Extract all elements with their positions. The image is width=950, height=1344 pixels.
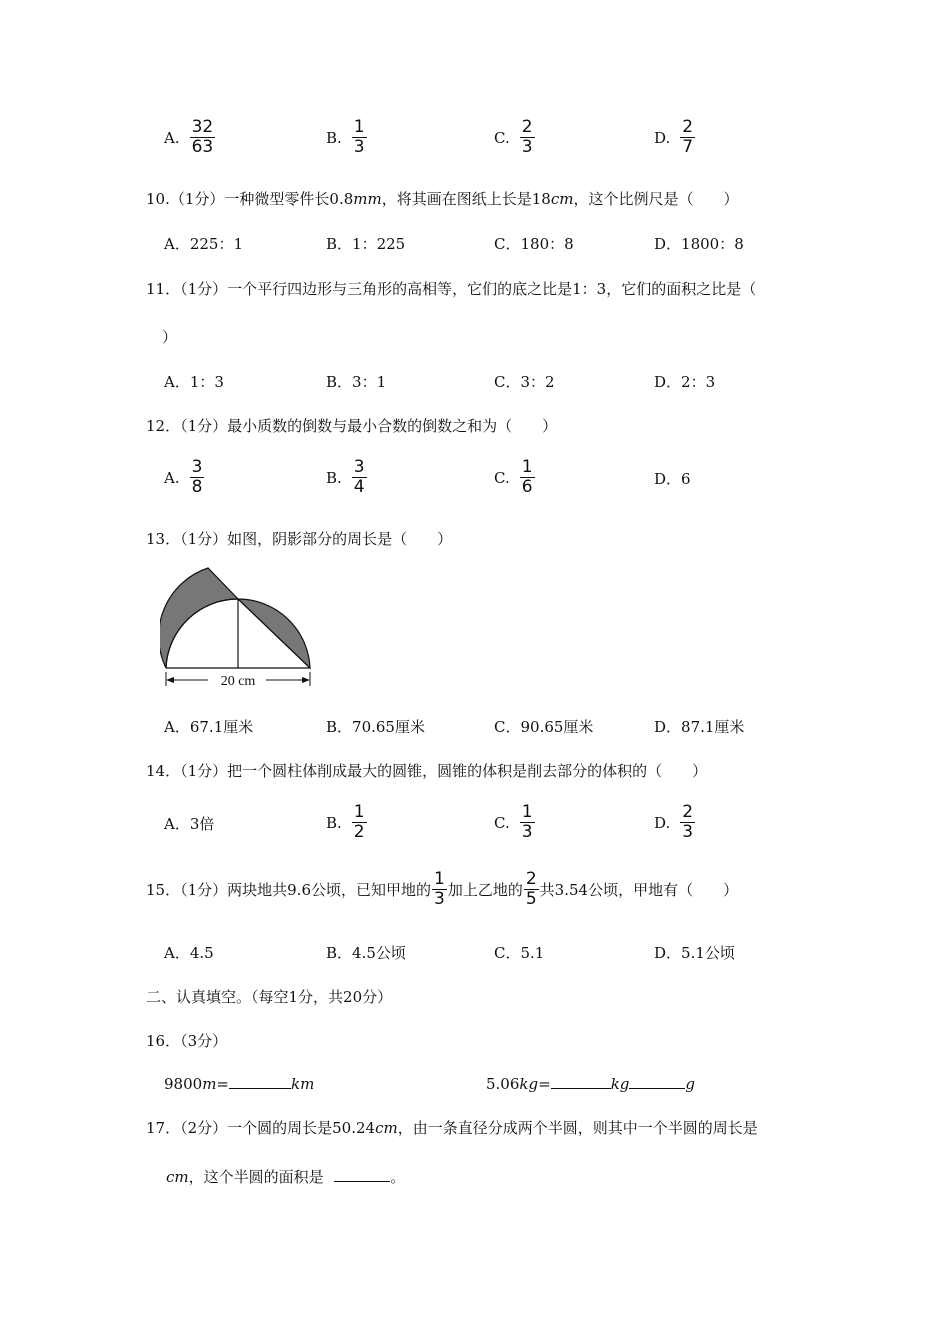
q15-text-a: 15．（1分）两块地共9.6公顷，已知甲地的 bbox=[146, 881, 431, 899]
fraction bbox=[520, 458, 535, 497]
fraction bbox=[352, 118, 367, 157]
q15-option-d[interactable]: D．5.1公顷 bbox=[654, 944, 735, 962]
denominator: 3 bbox=[353, 137, 365, 157]
q12-option-a[interactable] bbox=[164, 458, 204, 497]
arrow-left-icon bbox=[166, 677, 174, 683]
denominator: 5 bbox=[525, 889, 537, 909]
q15-text-c: 共3.54公顷，甲地有（ ） bbox=[539, 881, 739, 899]
arrow-right-icon bbox=[302, 677, 310, 683]
value: 9800 bbox=[164, 1075, 203, 1093]
numerator: 1 bbox=[353, 117, 365, 137]
q15-stem bbox=[146, 870, 738, 909]
q10-option-c[interactable]: C．180：8 bbox=[494, 235, 574, 253]
q11-option-b[interactable]: B．3：1 bbox=[326, 373, 387, 391]
q9-option-b[interactable] bbox=[326, 118, 367, 157]
option-letter: D. bbox=[654, 813, 671, 832]
q10-option-d[interactable]: D．1800：8 bbox=[654, 235, 744, 253]
q12-option-d[interactable]: D．6 bbox=[654, 470, 691, 488]
q10-text-a: （1分）一种微型零件长0.8 bbox=[169, 190, 354, 208]
q14-option-b[interactable] bbox=[326, 803, 367, 842]
fraction-one-third bbox=[432, 870, 447, 909]
q12-option-b[interactable] bbox=[326, 458, 367, 497]
denominator: 2 bbox=[353, 822, 365, 842]
q14-stem: 14．（1分）把一个圆柱体削成最大的圆锥，圆锥的体积是削去部分的体积的（ ） bbox=[146, 762, 708, 780]
denominator: 7 bbox=[682, 137, 694, 157]
q13-figure bbox=[160, 564, 320, 690]
denominator: 3 bbox=[682, 822, 694, 842]
q11-option-d[interactable]: D．2：3 bbox=[654, 373, 716, 391]
option-letter: A. bbox=[164, 468, 180, 487]
q15-option-b[interactable]: B．4.5公顷 bbox=[326, 944, 406, 962]
q16-right-item bbox=[486, 1073, 695, 1093]
q10-option-a[interactable]: A．225：1 bbox=[164, 235, 244, 253]
fraction-two-fifths bbox=[524, 870, 539, 909]
q15-option-c[interactable]: C．5.1 bbox=[494, 944, 545, 962]
q12-options bbox=[0, 458, 950, 508]
q10-text-b: ，将其画在图纸上长是18 bbox=[381, 190, 551, 208]
q17-text-c: ，这个半圆的面积是 bbox=[188, 1168, 324, 1186]
equals-sign: = bbox=[216, 1075, 229, 1093]
option-letter: B. bbox=[326, 128, 342, 147]
q13-option-d[interactable]: D．87.1厘米 bbox=[654, 718, 745, 736]
fraction bbox=[352, 458, 367, 497]
unit-cm: cm bbox=[166, 1168, 189, 1186]
unit-mm: mm bbox=[353, 190, 382, 208]
q17-text-a: 17．（2分）一个圆的周长是50.24 bbox=[146, 1119, 376, 1137]
q14-option-c[interactable] bbox=[494, 803, 535, 842]
q12-option-c[interactable] bbox=[494, 458, 535, 497]
answer-blank[interactable] bbox=[629, 1073, 685, 1089]
dimension-label: 20 cm bbox=[220, 674, 256, 689]
option-letter: B. bbox=[326, 468, 342, 487]
denominator: 6 bbox=[521, 477, 533, 497]
unit-cm: cm bbox=[550, 190, 574, 208]
numerator: 2 bbox=[525, 869, 537, 889]
answer-blank[interactable] bbox=[229, 1073, 291, 1089]
q14-option-d[interactable] bbox=[654, 803, 695, 842]
q14-option-a[interactable]: A．3倍 bbox=[164, 815, 215, 833]
unit: g bbox=[685, 1075, 695, 1093]
q11-option-a[interactable]: A．1：3 bbox=[164, 373, 224, 391]
denominator: 3 bbox=[521, 822, 533, 842]
fraction bbox=[520, 803, 535, 842]
denominator: 3 bbox=[434, 889, 445, 909]
q13-stem: 13．（1分）如图，阴影部分的周长是（ ） bbox=[146, 530, 453, 548]
denominator: 8 bbox=[191, 477, 203, 497]
answer-blank[interactable] bbox=[551, 1073, 611, 1089]
q9-option-a[interactable] bbox=[164, 118, 215, 157]
numerator: 2 bbox=[682, 802, 694, 822]
fraction bbox=[352, 803, 367, 842]
q17-stem-line1 bbox=[146, 1117, 758, 1138]
fraction bbox=[190, 458, 205, 497]
option-letter: C. bbox=[494, 128, 510, 147]
answer-blank[interactable] bbox=[334, 1166, 390, 1182]
q11-stem-line1: 11．（1分）一个平行四边形与三角形的高相等，它们的底之比是1：3，它们的面积之比是（ bbox=[146, 280, 757, 298]
section-2-heading: 二、认真填空。（每空1分，共20分） bbox=[146, 988, 393, 1006]
fraction bbox=[680, 803, 695, 842]
q9-options bbox=[0, 118, 950, 168]
q17-stem-line2 bbox=[166, 1166, 405, 1187]
q14-options bbox=[0, 803, 950, 853]
period: 。 bbox=[390, 1168, 406, 1186]
q13-option-c[interactable]: C．90.65厘米 bbox=[494, 718, 594, 736]
numerator: 1 bbox=[353, 802, 365, 822]
numerator: 32 bbox=[191, 117, 214, 137]
option-letter: C. bbox=[494, 468, 510, 487]
q12-stem: 12．（1分）最小质数的倒数与最小合数的倒数之和为（ ） bbox=[146, 417, 558, 435]
option-letter: B. bbox=[326, 813, 342, 832]
left-shaded-region bbox=[160, 568, 238, 668]
equals-sign: = bbox=[538, 1075, 551, 1093]
denominator: 3 bbox=[521, 137, 533, 157]
option-letter: D. bbox=[654, 128, 671, 147]
option-letter: A. bbox=[164, 128, 180, 147]
unit-cm: cm bbox=[375, 1119, 398, 1137]
unit: kg bbox=[610, 1075, 630, 1093]
q17-text-b: ，由一条直径分成两个半圆，则其中一个半圆的周长是 bbox=[397, 1119, 758, 1137]
q15-option-a[interactable]: A．4.5 bbox=[164, 944, 214, 962]
unit: kg bbox=[519, 1075, 539, 1093]
option-letter: C. bbox=[494, 813, 510, 832]
fraction bbox=[190, 118, 216, 157]
q11-option-c[interactable]: C．3：2 bbox=[494, 373, 555, 391]
q11-stem-line2: ） bbox=[162, 328, 178, 346]
q13-option-a[interactable]: A．67.1厘米 bbox=[164, 718, 254, 736]
unit: m bbox=[202, 1075, 217, 1093]
numerator: 1 bbox=[521, 457, 533, 477]
numerator: 3 bbox=[353, 457, 365, 477]
denominator: 4 bbox=[353, 477, 365, 497]
denominator: 63 bbox=[191, 137, 214, 157]
fraction bbox=[680, 118, 695, 157]
q13-option-b[interactable]: B．70.65厘米 bbox=[326, 718, 425, 736]
q16-left-item bbox=[164, 1073, 314, 1093]
q16-stem: 16．（3分） bbox=[146, 1032, 228, 1050]
value: 5.06 bbox=[486, 1075, 520, 1093]
q9-option-c[interactable] bbox=[494, 118, 535, 157]
numerator: 1 bbox=[521, 802, 533, 822]
unit: km bbox=[291, 1075, 315, 1093]
numerator: 2 bbox=[682, 117, 694, 137]
question-number: 10. bbox=[146, 190, 170, 208]
q10-option-b[interactable]: B．1：225 bbox=[326, 235, 406, 253]
fraction bbox=[520, 118, 535, 157]
q10-stem bbox=[146, 188, 738, 209]
numerator: 2 bbox=[521, 117, 533, 137]
q15-text-b: 加上乙地的 bbox=[447, 881, 523, 899]
numerator: 3 bbox=[191, 457, 203, 477]
numerator: 1 bbox=[434, 869, 445, 889]
q10-text-c: ，这个比例尺是（ ） bbox=[573, 190, 739, 208]
q9-option-d[interactable] bbox=[654, 118, 695, 157]
